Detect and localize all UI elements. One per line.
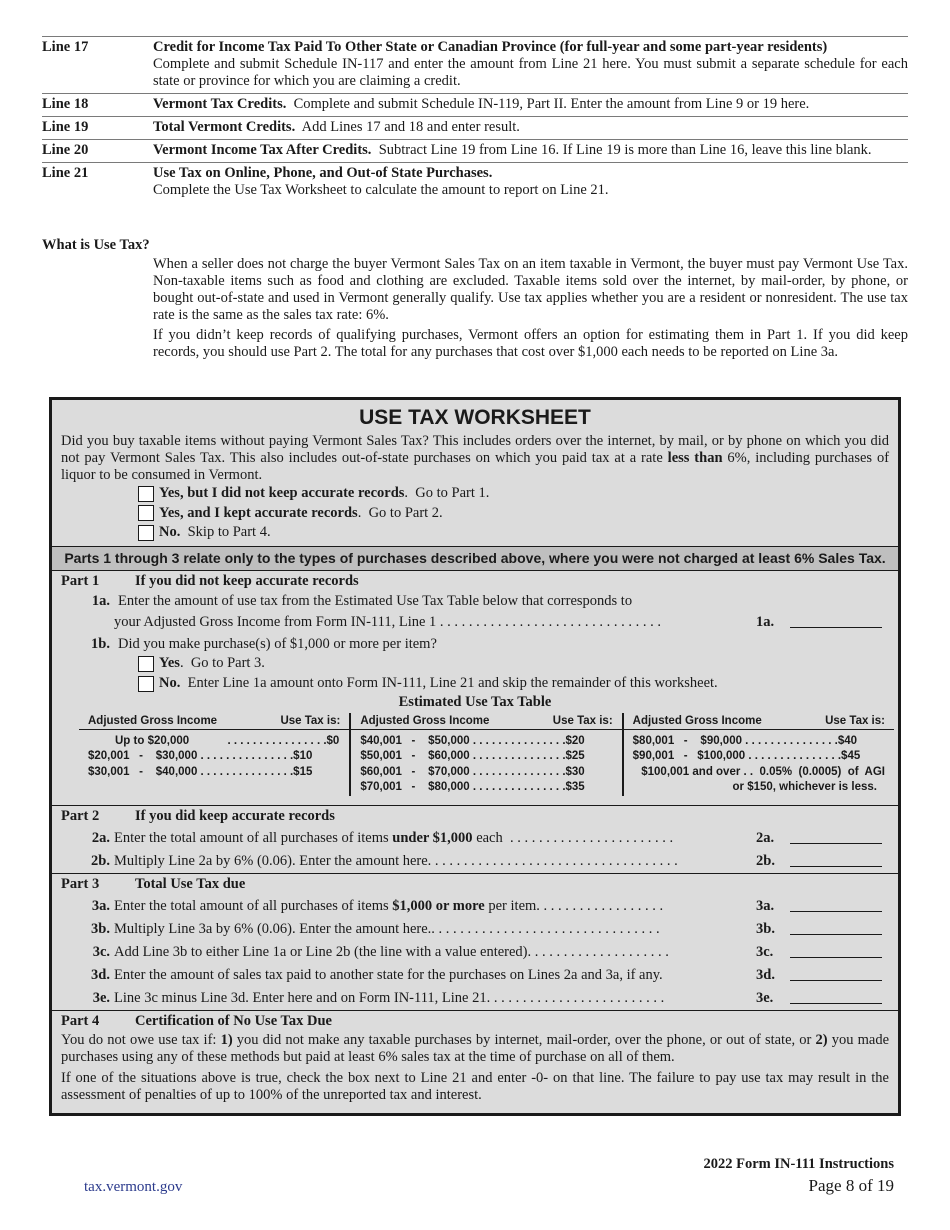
line-description: per item. . . . . . . . . . . . . . . . . . [484,897,664,914]
part-title: If you did not keep accurate records [135,572,359,589]
line-20 [42,139,908,162]
part-2-heading [52,806,898,827]
line-ref: 2a. [756,829,775,846]
line-description: Add Line 3b to either Line 1a or Line 2b (the line with a value entered). . . . . . . . . . . . . . . . . . . . [114,943,669,960]
line-1a [52,592,898,611]
table-row: or $150, whichever is less. [732,781,877,793]
option-label: No. [159,675,181,691]
option-hint: Skip to Part 4. [180,524,271,541]
line-description: Line 3c minus Line 3d. Enter here and on Form IN-111, Line 21. . . . . . . . . . . . . . . . . . . . . . . . . [114,989,665,1006]
line-description: Enter the amount of use tax from the Estimated Use Tax Table below that corresponds to [118,592,633,609]
line-3b [52,918,898,941]
line-number: 2a. [91,829,110,846]
line-label: Line 21 [42,165,89,181]
line-2a-input[interactable] [788,827,898,850]
column-header: Adjusted Gross Income [360,714,490,727]
line-ref: 3a. [756,897,775,914]
part-label: Part 3 [61,875,100,892]
paragraph-text: you did not make any taxable purchases by internet, mail-order, over the phone, or out of state, or [232,1031,816,1048]
option-hint: . Go to Part 2. [357,504,443,521]
paragraph-text: you made purchases using any of these methods but paid at least 6% sales tax at the time of purchase on all of them. [61,1031,890,1065]
line-title: Use Tax on Online, Phone, and Out-of State Purchases. [153,165,493,181]
table-row: $70,001 - $80,000 . . . . . . . . . . . . . . .$35 [360,781,585,793]
table-row: Up to $20,000 . . . . . . . . . . . . . . . .$0 [115,734,340,747]
line-2a [52,827,898,850]
part-label: Part 4 [61,1012,100,1029]
line-1b-no [138,674,898,694]
line-description: Enter the total amount of all purchases of items [114,829,393,846]
estimated-use-tax-table [79,713,894,796]
line-3a-input[interactable] [788,895,898,918]
column-header: Use Tax is: [552,714,613,727]
part-title: Total Use Tax due [135,875,246,892]
line-17 [42,36,908,93]
line-number: 3b. [91,920,110,937]
line-1a-cont [52,611,898,634]
table-row: $30,001 - $40,000 . . . . . . . . . . . . . . .$15 [88,765,313,778]
option-hint: Enter Line 1a amount onto Form IN-111, Line 21 and skip the remainder of this worksheet. [180,675,718,691]
line-text: Complete and submit Schedule IN-117 and enter the amount from Line 21 here. You must submit a separate schedule for each state or province for which you are claiming a credit. [153,56,908,89]
paragraph-text: You do not owe use tax if: [61,1031,221,1048]
line-description: Enter the amount of sales tax paid to another state for the purchases on Lines 2a and 3a, if any. [114,966,663,983]
line-description: each . . . . . . . . . . . . . . . . . . . . . . . [472,829,674,846]
line-label: Line 20 [42,142,89,158]
line-label: Line 19 [42,119,89,135]
line-description: your Adjusted Gross Income from Form IN-111, Line 1 . . . . . . . . . . . . . . . . . . . . . . . . . . . . . . . [114,613,662,630]
part-1-heading [52,571,898,592]
form-name: 2022 Form IN-111 Instructions [703,1156,894,1172]
intro-text: 6%, including purchases of liquor to be consumed in Vermont. [61,450,890,483]
option-label: Yes [159,655,180,671]
line-3b-input[interactable] [788,918,898,941]
column-header: Adjusted Gross Income [632,714,762,727]
column-header: Use Tax is: [825,714,885,727]
line-number: 3c. [92,943,110,960]
line-description: Multiply Line 2a by 6% (0.06). Enter the amount here. . . . . . . . . . . . . . . . . . . . . . . . . . . . . . . . . . . [114,852,678,869]
option-no [138,523,898,543]
part-4-heading [52,1011,898,1032]
part-4-paragraph [52,1032,898,1066]
line-ref: 1a. [756,613,775,630]
line-emphasis: under $1,000 [392,829,473,846]
column-header: Adjusted Gross Income [88,714,218,727]
paragraph: When a seller does not charge the buyer Vermont Sales Tax on an item taxable in Vermont, the buyer must pay Vermont Use Tax. Non-taxable items such as food and clothing are excluded. Taxable items sold over the internet, by mail-order, by phone, or bought out-of-state and used in Vermont generally qualify. Use tax applies whether you are a resident or nonresident. The use tax rate is the same as the sales tax rate: 6%. [153,256,908,323]
line-instructions [42,36,908,202]
line-label: Line 17 [42,39,89,55]
option-label: Yes, and I kept accurate records [159,504,358,521]
line-3a [52,895,898,918]
line-3d-input[interactable] [788,964,898,987]
option-no-records [138,484,898,504]
line-text: Complete the Use Tax Worksheet to calculate the amount to report on Line 21. [153,182,609,198]
line-19 [42,116,908,139]
line-title: Vermont Tax Credits. [153,96,287,112]
option-no-records-checkbox[interactable] [138,486,154,502]
table-row: $100,001 and over . . 0.05% (0.0005) of AGI [641,765,885,778]
line-3c-input[interactable] [788,941,898,964]
worksheet-intro [52,431,898,484]
column-header: Use Tax is: [280,714,341,727]
option-hint: . Go to Part 3. [179,655,265,671]
table-row: $40,001 - $50,000 . . . . . . . . . . . . . . .$20 [360,734,585,747]
line-ref: 3d. [756,966,775,983]
estimated-use-tax-table-title: Estimated Use Tax Table [398,693,552,710]
table-column [622,713,894,796]
line-number: 3a. [91,897,110,914]
line-label: Line 18 [42,96,89,112]
paragraph: If you didn’t keep records of qualifying purchases, Vermont offers an option for estimating them in Part 1. If you did keep records, you should use Part 2. The total for any purchases that cost over $1,000 each needs to be reported on Line 3a. [153,327,908,360]
line-ref: 2b. [756,852,775,869]
line-3c [52,941,898,964]
option-hint: . Go to Part 1. [404,485,490,502]
line-3d [52,964,898,987]
line-emphasis: $1,000 or more [392,897,485,914]
line-1a-input[interactable] [788,611,898,634]
line-3e [52,987,898,1010]
table-row: $90,001 - $100,000 . . . . . . . . . . . . . . .$45 [632,750,861,762]
option-label: Yes, but I did not keep accurate records [159,485,405,502]
line-number: 1b. [91,635,110,652]
what-is-use-tax [42,237,908,361]
line-description: Did you make purchase(s) of $1,000 or more per item? [118,635,437,652]
line-text: Add Lines 17 and 18 and enter result. [301,119,520,135]
part-title: If you did keep accurate records [135,807,335,824]
line-ref: 3c. [756,943,774,960]
line-title: Credit for Income Tax Paid To Other State or Canadian Province (for full-year and some part-year residents) [153,39,828,55]
part-3-heading [52,874,898,895]
line-number: 1a. [91,592,110,609]
line-number: 2b. [91,852,110,869]
line-2b [52,850,898,873]
parts-banner: Parts 1 through 3 relate only to the types of purchases described above, where you were not charged at least 6% Sales Tax. [52,546,898,571]
intro-bold: less than [667,450,723,466]
line-title: Total Vermont Credits. [153,119,296,135]
table-row: $20,001 - $30,000 . . . . . . . . . . . . . . .$10 [88,750,313,762]
line-description: Enter the total amount of all purchases of items [114,897,393,914]
option-kept-records-checkbox[interactable] [138,505,154,521]
line-description: Multiply Line 3a by 6% (0.06). Enter the amount here.. . . . . . . . . . . . . . . . . . . . . . . . . . . . . . . . [114,920,660,937]
line-1b-no-checkbox[interactable] [138,676,154,692]
table-row: $60,001 - $70,000 . . . . . . . . . . . . . . .$30 [360,765,585,778]
line-3e-input[interactable] [788,987,898,1010]
page-number: Page 8 of 19 [808,1176,894,1195]
line-text: Subtract Line 19 from Line 16. If Line 19 is more than Line 16, leave this line blank. [378,142,872,158]
table-column [349,713,621,796]
line-1b-yes-checkbox[interactable] [138,656,154,672]
use-tax-worksheet [49,397,901,1116]
section-heading: What is Use Tax? [42,237,150,253]
line-title: Vermont Income Tax After Credits. [153,142,372,158]
part-title: Certification of No Use Tax Due [135,1012,332,1029]
option-kept-records [138,504,898,524]
part-4-paragraph: If one of the situations above is true, check the box next to Line 21 and enter -0- on that line. The failure to pay use tax may result in the assessment of penalties of up to 100% of the unreported tax and interest. [61,1069,889,1103]
table-row: $80,001 - $90,000 . . . . . . . . . . . . . . .$40 [632,734,858,747]
line-text: Complete and submit Schedule IN-119, Part II. Enter the amount from Line 9 or 19 here. [293,96,810,112]
list-number: 1) [220,1031,233,1048]
table-column [79,713,349,796]
list-number: 2) [815,1031,828,1048]
line-ref: 3b. [756,920,775,937]
part-label: Part 1 [61,572,100,589]
website-link[interactable]: tax.vermont.gov [84,1179,183,1195]
line-21 [42,162,908,202]
option-no-checkbox[interactable] [138,525,154,541]
option-label: No. [159,524,181,541]
part-label: Part 2 [61,807,100,824]
line-number: 3e. [92,989,110,1006]
line-1b [52,635,898,654]
intro-text: Did you buy taxable items without paying Vermont Sales Tax? This includes orders over the internet, by mail, or by phone on which you did not pay Vermont Sales Tax. This also includes out-of-state purchases on which you paid tax at a rate [61,433,889,466]
line-number: 3d. [91,966,110,983]
worksheet-title: USE TAX WORKSHEET [359,406,591,429]
line-ref: 3e. [756,989,774,1006]
line-2b-input[interactable] [788,850,898,873]
table-row: $50,001 - $60,000 . . . . . . . . . . . . . . .$25 [360,750,585,762]
line-18 [42,93,908,116]
line-1b-yes [138,654,898,674]
